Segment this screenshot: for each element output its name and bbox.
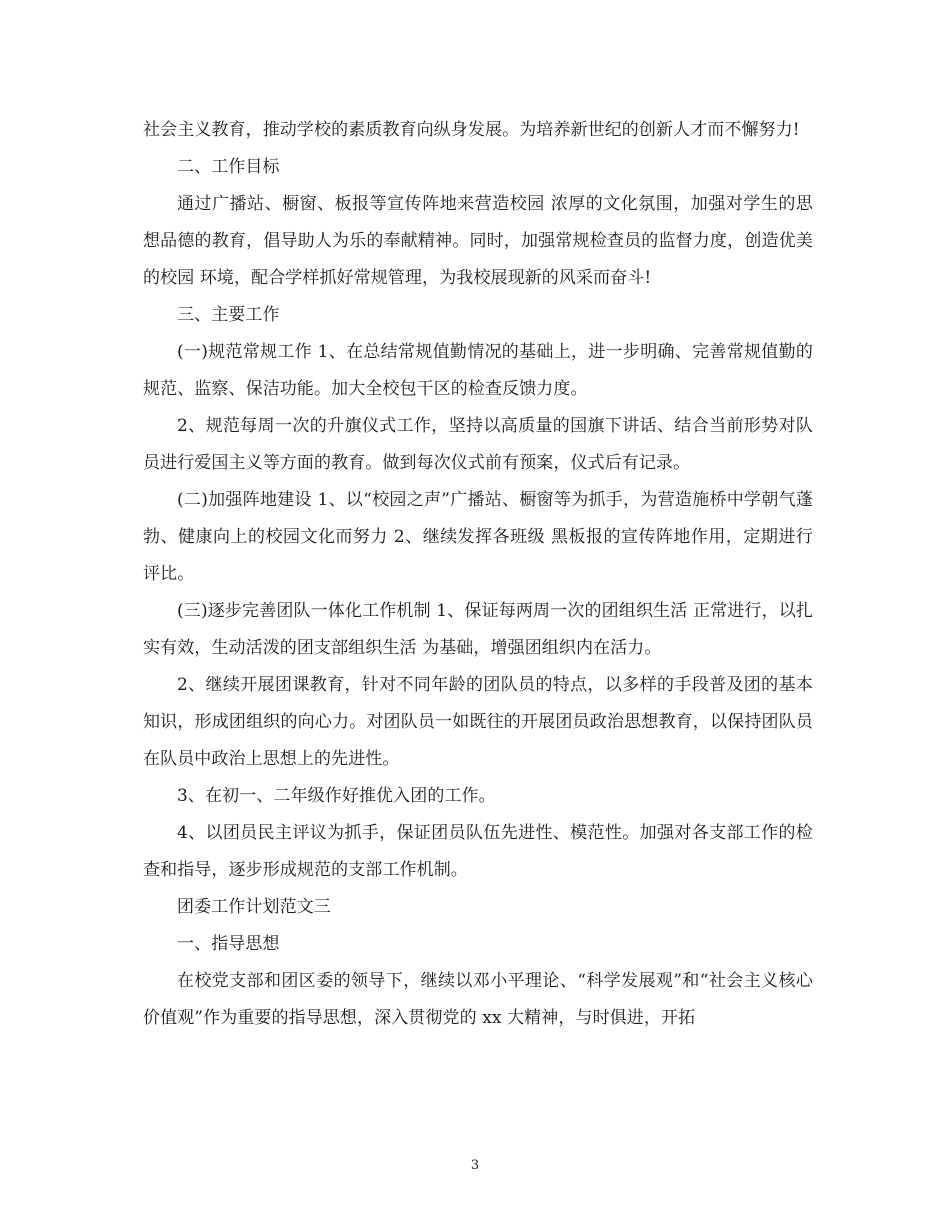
paragraph: 4、以团员民主评议为抓手，保证团员队伍先进性、模范性。加强对各支部工作的检查和指导，逐步形成规范的支部工作机制。: [143, 823, 813, 880]
paragraph: 二、工作目标: [177, 157, 280, 177]
paragraph: 2、规范每周一次的升旗仪式工作，坚持以高质量的国旗下讲话、结合当前形势对队员进行爱国主义等方面的教育。做到每次仪式前有预案，仪式后有记录。: [143, 416, 813, 473]
paragraph: (三)逐步完善团队一体化工作机制 1、保证每两周一次的团组织生活 正常进行，以扎实有效，生动活泼的团支部组织生活 为基础，增强团组织内在活力。: [143, 601, 813, 658]
paragraph: 3、在初一、二年级作好推优入团的工作。: [177, 786, 496, 806]
paragraph: 三、主要工作: [177, 305, 280, 325]
paragraph: (一)规范常规工作 1、在总结常规值勤情况的基础上，进一步明确、完善常规值勤的规范、监察、保洁功能。加大全校包干区的检查反馈力度。: [143, 342, 813, 399]
paragraph: 社会主义教育，推动学校的素质教育向纵身发展。为培养新世纪的创新人才而不懈努力!: [143, 120, 800, 140]
paragraph: 2、继续开展团课教育，针对不同年龄的团队员的特点，以多样的手段普及团的基本知识，形成团组织的向心力。对团队员一如既往的开展团员政治思想教育，以保持团队员在队员中政治上思想上的先进性。: [143, 675, 813, 769]
page-number: 3: [470, 1158, 480, 1173]
paragraph: 在校党支部和团区委的领导下，继续以邓小平理论、“科学发展观”和“社会主义核心价值观”作为重要的指导思想，深入贯彻党的 xx 大精神，与时俱进，开拓: [143, 971, 813, 1028]
paragraph: 团委工作计划范文三: [177, 897, 331, 917]
paragraph: 通过广播站、橱窗、板报等宣传阵地来营造校园 浓厚的文化氛围，加强对学生的思想品德的教育，倡导助人为乐的奉献精神。同时，加强常规检查员的监督力度，创造优美的校园 环境，配合学样抓好常规管理，为我校展现新的风采而奋斗!: [143, 194, 813, 288]
document-body: [143, 112, 813, 1037]
paragraph: 一、指导思想: [177, 934, 280, 954]
paragraph: (二)加强阵地建设 1、以“校园之声”广播站、橱窗等为抓手，为营造施桥中学朝气蓬勃、健康向上的校园文化而努力 2、继续发挥各班级 黑板报的宣传阵地作用，定期进行评比。: [143, 490, 813, 584]
